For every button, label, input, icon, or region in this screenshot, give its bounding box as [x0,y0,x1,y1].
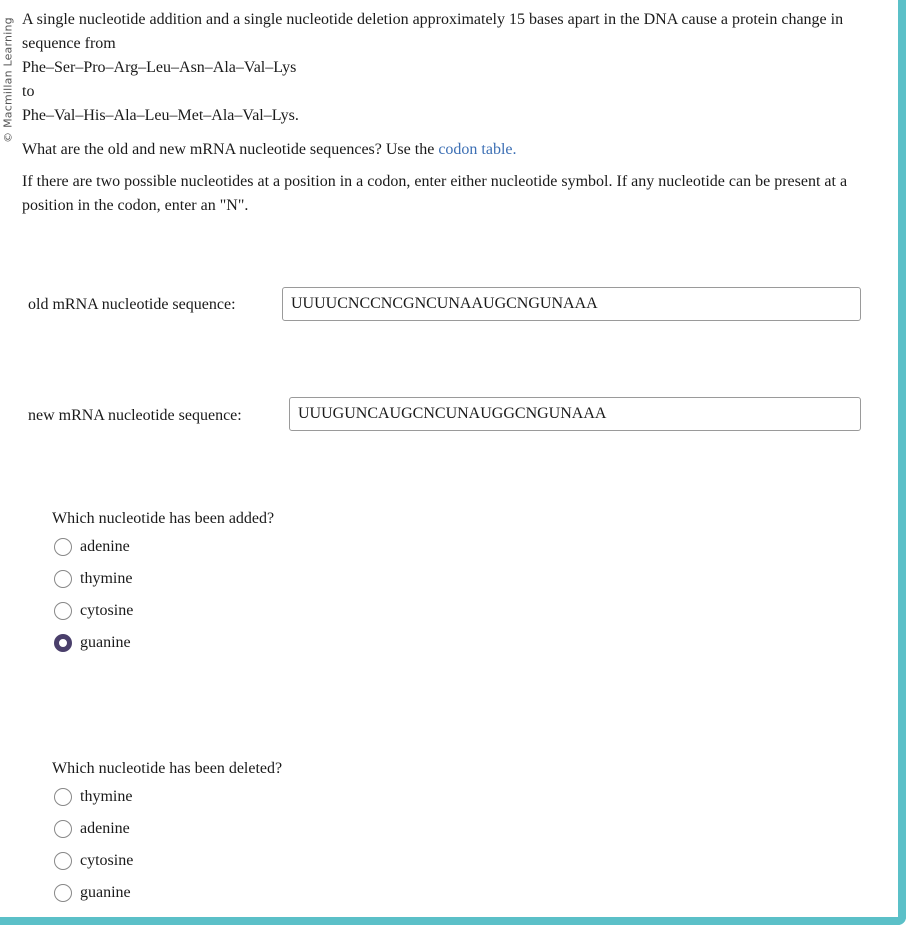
option-label: guanine [80,884,131,901]
deleted-option[interactable] [52,845,282,877]
question-text [22,8,892,162]
option-label: adenine [80,538,130,555]
question-prompt [22,138,892,162]
added-option[interactable] [52,563,274,595]
option-label: guanine [80,634,131,651]
new-mrna-row [28,404,242,428]
new-protein-sequence: Phe–Val–His–Ala–Leu–Met–Ala–Val–Lys. [22,107,299,124]
radio-button[interactable] [54,570,72,588]
radio-button[interactable] [54,602,72,620]
new-mrna-label: new mRNA nucleotide sequence: [28,407,242,424]
option-label: cytosine [80,852,134,869]
deleted-question-title: Which nucleotide has been deleted? [52,760,283,777]
added-question [52,507,274,659]
old-protein-sequence: Phe–Ser–Pro–Arg–Leu–Asn–Ala–Val–Lys [22,59,297,76]
old-mrna-row [28,293,236,317]
prompt-text: What are the old and new mRNA nucleotide sequences? Use the [22,141,435,158]
old-mrna-label: old mRNA nucleotide sequence: [28,296,236,313]
deleted-option[interactable] [52,813,282,845]
instructions: If there are two possible nucleotides at a position in a codon, enter either nucleotide symbol. If any nucleotide can be present at a position in the codon, enter an "N". [22,173,848,214]
codon-table-link[interactable]: codon table. [438,141,517,158]
deleted-option[interactable] [52,877,282,909]
radio-button[interactable] [54,884,72,902]
question-line-1: A single nucleotide addition and a single nucleotide deletion approximately 15 bases apart in the DNA cause a protein change in [22,11,844,28]
watermark: © Macmillan Learning [1,17,15,143]
radio-button[interactable] [54,788,72,806]
deleted-question [52,757,282,909]
option-label: cytosine [80,602,134,619]
question-to: to [22,83,35,100]
new-mrna-input[interactable]: UUUGUNCAUGCNCUNAUGGCNGUNAAA [289,397,861,431]
question-line-2: sequence from [22,35,116,52]
deleted-option[interactable] [52,781,282,813]
option-label: thymine [80,788,133,805]
radio-button-selected[interactable] [54,634,72,652]
option-label: adenine [80,820,130,837]
added-question-title: Which nucleotide has been added? [52,510,275,527]
radio-button[interactable] [54,852,72,870]
added-option[interactable] [52,595,274,627]
radio-button[interactable] [54,820,72,838]
radio-button[interactable] [54,538,72,556]
old-mrna-input[interactable]: UUUUCNCCNCGNCUNAAUGCNGUNAAA [282,287,861,321]
added-option[interactable] [52,531,274,563]
option-label: thymine [80,570,133,587]
added-option[interactable] [52,627,274,659]
